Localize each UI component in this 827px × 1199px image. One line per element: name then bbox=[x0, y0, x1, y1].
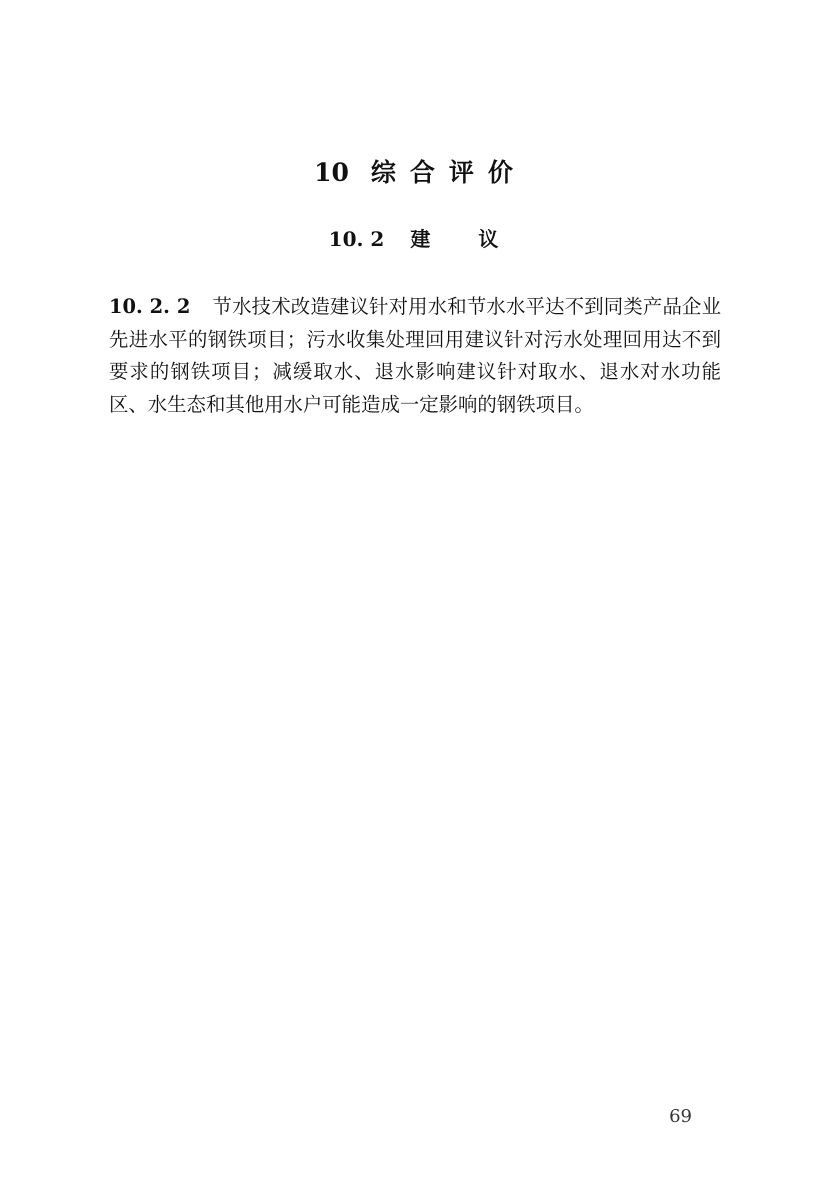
section-title-text: 建议 bbox=[410, 227, 547, 251]
clause-number: 10. 2. 2 bbox=[109, 295, 191, 319]
chapter-title-text: 综合评价 bbox=[370, 158, 527, 187]
chapter-title bbox=[0, 156, 827, 190]
clause-paragraph bbox=[109, 291, 721, 421]
chapter-number: 10 bbox=[314, 158, 349, 187]
section-title bbox=[0, 224, 827, 254]
clause-text: 节水技术改造建议针对用水和节水水平达不到同类产品企业先进水平的钢铁项目；污水收集处理回用建议针对污水处理回用达不到要求的钢铁项目；减缓取水、退水影响建议针对取水、退水对水功能区、水生态和其他用水户可能造成一定影响的钢铁项目。 bbox=[109, 295, 721, 416]
page-number: 69 bbox=[669, 1106, 692, 1127]
section-number: 10. 2 bbox=[328, 227, 385, 251]
